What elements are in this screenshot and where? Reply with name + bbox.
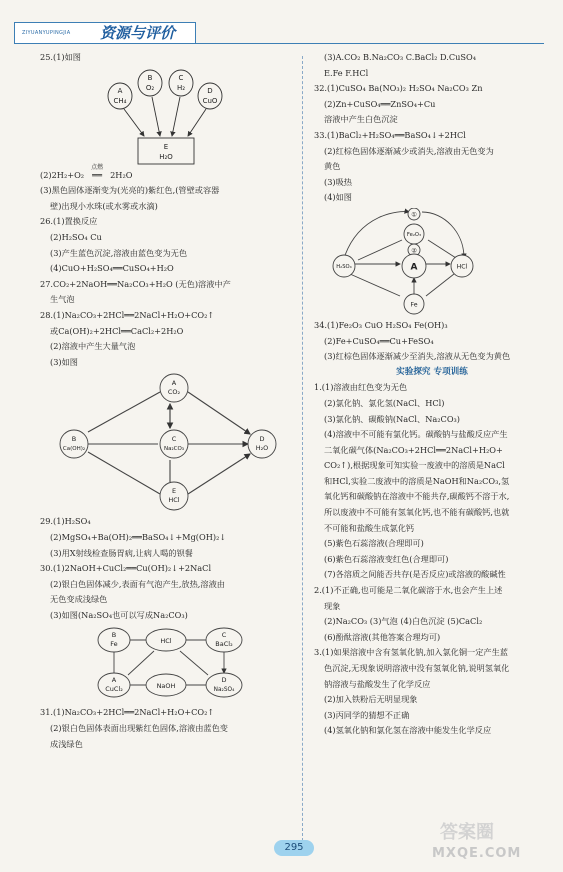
s1-1: 1.(1)溶液由红色变为无色 <box>314 382 408 393</box>
q33-label-1: ① <box>411 211 417 219</box>
q28-edge-ed <box>188 454 250 494</box>
s2-2: (2)Na₂CO₃ (3)气泡 (4)白色沉淀 (5)CaCl₂ <box>324 616 483 627</box>
q25-e-formula: H₂O <box>159 152 173 161</box>
s2-6: (6)酚酞溶液(其他答案合理均可) <box>324 631 441 642</box>
q25-3a: (3)黑色固体逐渐变为(光亮的)紫红色,(管壁或容器 <box>40 185 220 196</box>
q33-label-fe: Fe <box>410 301 418 309</box>
q31-1: 31.(1)Na₂CO₃+2HCl══2NaCl+H₂O+CO₂↑ <box>40 707 215 718</box>
q30-c-formula: BaCl₂ <box>215 640 233 649</box>
q28-e-formula: HCl <box>168 496 180 505</box>
s3-1b: 色沉淀,无现象说明溶液中没有氢氧化钠,说明氢氧化 <box>324 663 510 673</box>
q29-1: 29.(1)H₂SO₄ <box>40 516 91 527</box>
q27b: 生气泡 <box>50 294 75 305</box>
q25-d-letter: D <box>207 86 213 95</box>
q25-d-formula: CuO <box>202 96 218 105</box>
right-column <box>314 50 550 739</box>
q27a: 27.CO₂+2NaOH══Na₂CO₃+H₂O (无色)溶液中产 <box>40 278 231 289</box>
header-rule <box>14 43 544 44</box>
q33-label-a: A <box>410 262 418 273</box>
q25-1: 25.(1)如图 <box>40 52 81 62</box>
s1-4f: 所以废液中不可能有氢氧化钙,也不能有碳酸钙,也就 <box>324 507 510 518</box>
s1-5: (5)紫色石蕊溶液(合理即可) <box>324 538 424 549</box>
q26-1: 26.(1)置换反应 <box>40 216 98 227</box>
q33-3: (3)吸热 <box>324 176 352 187</box>
q28-c-letter: C <box>171 435 177 444</box>
q34-1: 34.(1)Fe₂O₃ CuO H₂SO₄ Fe(OH)₃ <box>314 319 448 330</box>
q25-2-left: (2)2H₂+O₂ <box>40 169 85 180</box>
q25-b-letter: B <box>147 73 153 82</box>
s1-4b: 二氧化碳气体(Na₂CO₃+2HCl══2NaCl+H₂O+ <box>324 444 503 455</box>
q33-2b: 黄色 <box>324 161 341 172</box>
q30-2a: (2)银白色固体减少,表面有气泡产生,放热,溶液由 <box>50 578 225 589</box>
q33-edge-1-hcl <box>422 212 464 258</box>
s2-1b: 现象 <box>324 600 341 611</box>
q33-diagram <box>314 208 550 316</box>
q28-a-letter: A <box>171 379 177 388</box>
q33-edge-hcl-fe <box>426 274 454 296</box>
q31-2a: (2)银白色固体表面出现紫红色固体,溶液由蓝色变 <box>50 723 228 734</box>
q25-3b: 壁)出现小水珠(或水雾或水滴) <box>50 200 158 211</box>
page-header <box>0 0 563 46</box>
q28-d-letter: D <box>259 435 265 444</box>
q25-c-formula: H₂ <box>176 83 186 92</box>
s3-3: (3)丙同学的猜想不正确 <box>324 709 410 720</box>
q33-label-2: ② <box>411 247 417 255</box>
column-divider <box>302 56 303 846</box>
q25-c-letter: C <box>178 73 184 82</box>
q28-edge-ba <box>88 392 160 432</box>
q25-2-condition: 点燃 ══ <box>84 168 110 184</box>
q30-b-formula: Fe <box>110 640 118 649</box>
s1-6: (6)紫色石蕊溶液变红色(合理即可) <box>324 553 449 564</box>
q30-diagram <box>40 625 290 703</box>
q32-3: 溶液中产生白色沉淀 <box>324 114 398 125</box>
q28-b-formula: Ca(OH)₂ <box>62 446 86 453</box>
q25-diagram <box>40 68 280 166</box>
q31-2b: 成浅绿色 <box>50 738 83 749</box>
q34-2: (2)Fe+CuSO₄══Cu+FeSO₄ <box>324 335 434 346</box>
q33-label-fe2o3: Fe₂O₃ <box>406 231 422 238</box>
q30-hcl-formula: HCl <box>160 637 172 646</box>
left-column <box>40 50 296 752</box>
q26-2: (2)H₂SO₄ Cu <box>50 231 102 242</box>
s1-4c: CO₂↑),根据现象可知实验一废液中的溶质是NaCl <box>324 460 505 471</box>
watermark-logo: 答案圈 <box>440 822 494 843</box>
q25-e-letter: E <box>163 142 169 151</box>
q33-edge-hcl-fe2o3 <box>428 240 456 258</box>
q32-2: (2)Zn+CuSO₄══ZnSO₄+Cu <box>324 98 436 109</box>
q25-2-cond-text: 点燃 <box>91 163 104 171</box>
q25-2-right: 2H₂O <box>110 169 133 180</box>
s3-4: (4)氢氧化钠和氯化氢在溶液中能发生化学反应 <box>324 725 492 736</box>
q33-edge-h2so4-fe2o3 <box>358 240 402 260</box>
q30-2b: 无色变成浅绿色 <box>50 594 108 605</box>
q34-3: (3)红棕色固体逐渐减少至消失,溶液从无色变为黄色 <box>324 351 511 362</box>
page-number: 295 <box>274 840 314 856</box>
q32-1: 32.(1)CuSO₄ Ba(NO₃)₂ H₂SO₄ Na₂CO₃ Zn <box>314 83 483 94</box>
q33-label-h2so4: H₂SO₄ <box>336 263 352 270</box>
q25-a-letter: A <box>117 86 123 95</box>
q30-a-formula: CuCl₂ <box>105 685 123 694</box>
q28-d-formula: H₂O <box>255 444 269 453</box>
s1-3: (3)氯化钠、碳酸钠(NaCl、Na₂CO₃) <box>324 413 461 424</box>
q30-3: (3)如图(Na₂SO₄也可以写成Na₂CO₃) <box>50 609 188 620</box>
q30-1: 30.(1)2NaOH+CuCl₂══Cu(OH)₂↓+2NaCl <box>40 563 212 574</box>
q26-3: (3)产生蓝色沉淀,溶液由蓝色变为无色 <box>50 247 188 258</box>
s3-2: (2)加入铁粉后无明显现象 <box>324 694 418 705</box>
q30-a-letter: A <box>111 676 117 685</box>
q28-c-formula: Na₂CO₃ <box>163 446 185 453</box>
q33-edge-h2so4-fe <box>350 274 400 296</box>
q30-b-letter: B <box>111 631 117 640</box>
s1-4e: 氧化钙和碳酸钠在溶液中不能共存,碳酸钙不溶于水, <box>324 491 510 502</box>
q28-b-letter: B <box>71 435 77 444</box>
q29-3: (3)用X射线检查肠胃病,让病人喝的钡餐 <box>50 547 193 558</box>
q25-2 <box>40 163 296 184</box>
q30-c-letter: C <box>221 631 227 640</box>
q33-1: 33.(1)BaCl₂+H₂SO₄══BaSO₄↓+2HCl <box>314 129 466 140</box>
q30-d-formula: Na₂SO₄ <box>213 687 235 694</box>
s3-1a: 3.(1)如果溶液中含有氢氧化钠,加入氯化铜一定产生蓝 <box>314 647 508 658</box>
q28-diagram <box>40 372 290 512</box>
watermark-url: MXQE.COM <box>432 846 522 861</box>
header-pinyin: ZIYUANYUPINGJIA <box>22 30 71 36</box>
q30-edge-hcl-d <box>180 651 208 675</box>
q31-3b: E.Fe F.HCl <box>324 67 369 78</box>
q28-1b: 或Ca(OH)₂+2HCl══CaCl₂+2H₂O <box>50 325 184 336</box>
q28-e-letter: E <box>171 487 177 496</box>
q28-edge-ad <box>188 392 250 434</box>
s1-7: (7)各溶质之间能否共存(是否反应)或溶液的酸碱性 <box>324 569 506 580</box>
header-title: 资源与评价 <box>100 24 176 42</box>
q33-2a: (2)红棕色固体逐渐减少或消失,溶液由无色变为 <box>324 145 494 156</box>
s2-1a: 2.(1)不正确,也可能是二氧化碳溶于水,也会产生上述 <box>314 585 503 596</box>
s1-4g: 不可能和盐酸生成氯化钙 <box>324 522 415 533</box>
q30-edge-hcl-a <box>128 651 154 675</box>
q33-label-hcl: HCl <box>456 263 468 271</box>
q28-a-formula: CO₂ <box>167 388 181 397</box>
q30-d-letter: D <box>221 676 227 685</box>
q29-2: (2)MgSO₄+Ba(OH)₂══BaSO₄↓+Mg(OH)₂↓ <box>50 531 227 542</box>
q26-4: (4)CuO+H₂SO₄══CuSO₄+H₂O <box>50 263 174 274</box>
q25-a-formula: CH₄ <box>113 96 127 105</box>
q30-naoh-formula: NaOH <box>156 682 176 691</box>
q28-1: 28.(1)Na₂CO₃+2HCl══2NaCl+H₂O+CO₂↑ <box>40 309 215 320</box>
q31-3a: (3)A.CO₂ B.Na₂CO₃ C.BaCl₂ D.CuSO₄ <box>324 52 477 62</box>
s1-4d: 和HCl,实验二废液中的溶质是NaOH和Na₂CO₃,氢 <box>324 475 510 486</box>
q25-b-formula: O₂ <box>145 83 155 92</box>
q33-4: (4)如图 <box>324 192 352 203</box>
s1-4a: (4)溶液中不可能有氯化钙。碳酸钠与盐酸反应产生 <box>324 429 508 440</box>
s1-2: (2)氯化钠、氯化氢(NaCl、HCl) <box>324 397 445 408</box>
section-title: 实验探究 专项训练 <box>396 366 468 377</box>
q28-2: (2)溶液中产生大量气泡 <box>50 341 136 352</box>
q33-edge-h2so4-1 <box>344 212 409 258</box>
q28-edge-be <box>88 452 160 494</box>
s3-1c: 钠溶液与盐酸发生了化学反应 <box>324 678 431 689</box>
q28-3: (3)如图 <box>50 356 78 367</box>
